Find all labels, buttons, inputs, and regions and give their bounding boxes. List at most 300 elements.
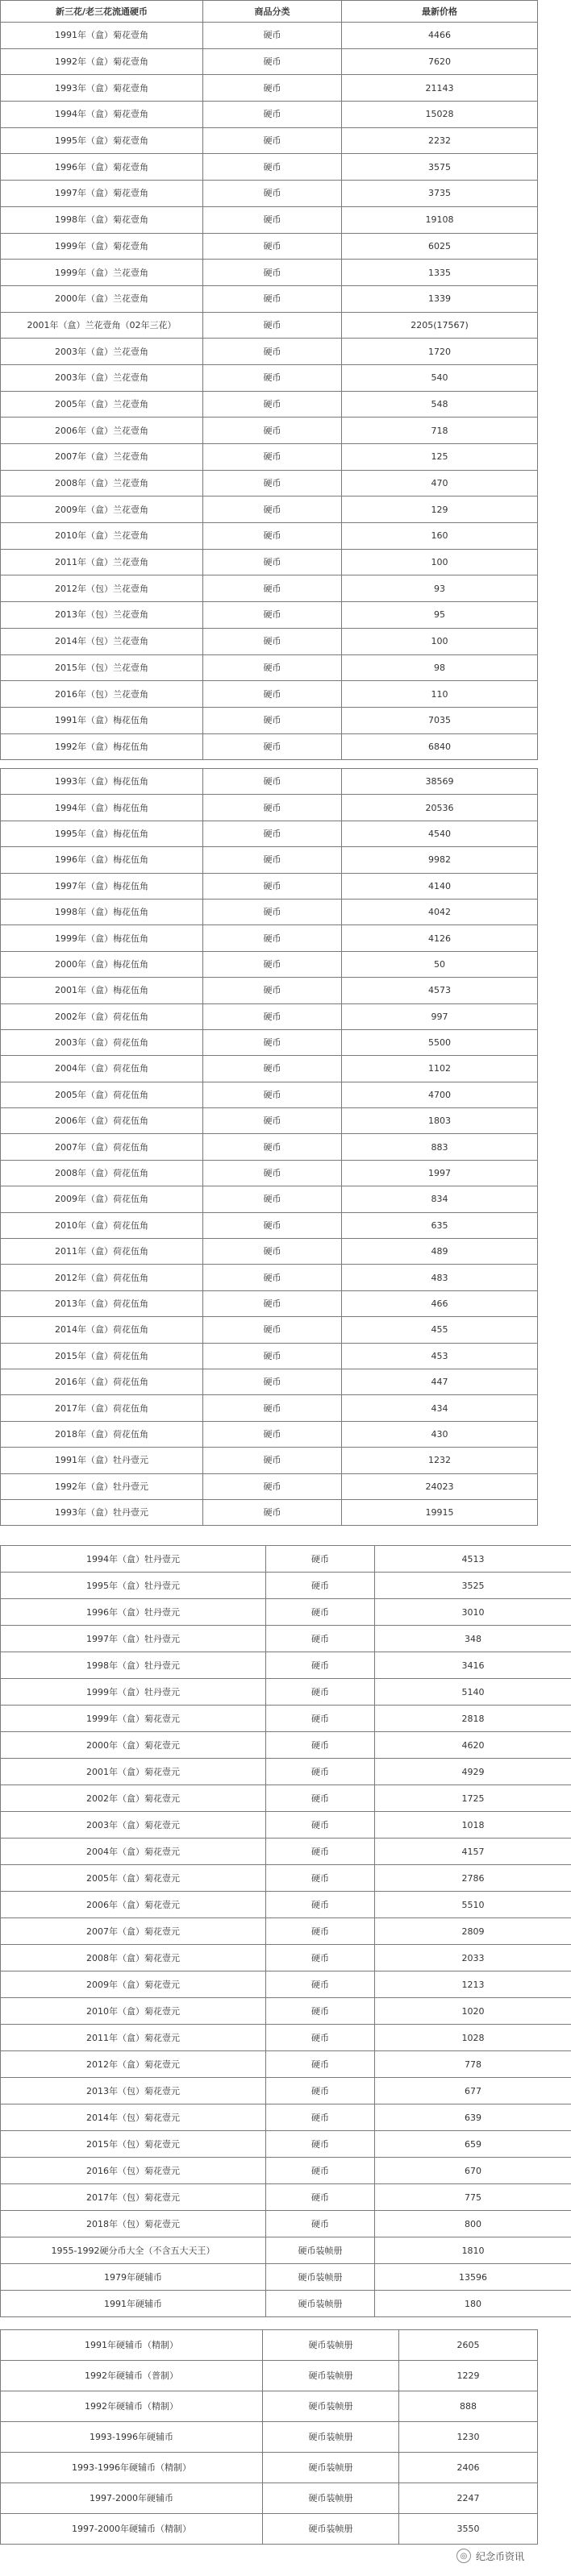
cell-price: 2406 [399,2453,538,2483]
table-header-row [1,1,538,23]
cell-price: 670 [375,2158,571,2184]
cell-category: 硬币 [203,1160,342,1186]
cell-price: 19915 [342,1499,538,1525]
cell-price: 2033 [375,1945,571,1971]
table-row [1,795,538,821]
cell-category: 硬币 [203,873,342,899]
price-table-section-3 [0,1545,571,2317]
cell-category: 硬币 [266,1573,375,1599]
cell-category: 硬币 [203,285,342,312]
cell-price: 7620 [342,48,538,75]
cell-item-name: 2015年（包）兰花壹角 [1,654,203,681]
cell-item-name: 2010年（盒）兰花壹角 [1,523,203,550]
cell-price: 95 [342,602,538,629]
cell-price: 98 [342,654,538,681]
cell-price: 430 [342,1421,538,1447]
cell-price: 2786 [375,1865,571,1892]
cell-price: 348 [375,1626,571,1652]
cell-price: 4513 [375,1546,571,1573]
cell-item-name: 1997-2000年硬辅币 [1,2483,263,2514]
cell-category: 硬币 [203,795,342,821]
cell-category: 硬币 [266,2211,375,2237]
table-row [1,1865,571,1892]
cell-item-name: 2011年（盒）兰花壹角 [1,549,203,575]
cell-category: 硬币 [203,444,342,471]
cell-item-name: 2006年（盒）兰花壹角 [1,418,203,444]
cell-item-name: 1993-1996年硬辅币 [1,2422,263,2453]
table-row [1,260,538,286]
cell-price: 1018 [375,1812,571,1839]
table-row [1,575,538,602]
cell-price: 1232 [342,1448,538,1473]
cell-item-name: 1997年（盒）梅花伍角 [1,873,203,899]
cell-category: 硬币 [203,847,342,873]
table-row [1,2158,571,2184]
table-row [1,75,538,102]
cell-item-name: 2004年（盒）菊花壹元 [1,1839,266,1865]
cell-item-name: 2007年（盒）荷花伍角 [1,1134,203,1160]
cell-item-name: 1994年（盒）梅花伍角 [1,795,203,821]
cell-category: 硬币 [203,951,342,977]
cell-price: 20536 [342,795,538,821]
cell-category: 硬币 [203,821,342,846]
cell-price: 2818 [375,1706,571,1732]
table-row [1,339,538,365]
cell-item-name: 1997年（盒）牡丹壹元 [1,1626,266,1652]
table-row [1,1160,538,1186]
table-row [1,1499,538,1525]
cell-price: 677 [375,2078,571,2104]
cell-category: 硬币 [203,1186,342,1212]
cell-item-name: 2000年（盒）梅花伍角 [1,951,203,977]
table-row [1,312,538,339]
table-row [1,978,538,1003]
cell-category: 硬币 [266,1546,375,1573]
price-table [0,768,538,1526]
cell-price: 3575 [342,154,538,181]
cell-item-name: 2016年（包）兰花壹角 [1,681,203,708]
wechat-icon: ◎ [456,2549,471,2563]
cell-category: 硬币 [266,1785,375,1812]
cell-category: 硬币 [266,2104,375,2131]
table-row [1,2361,538,2391]
cell-price: 3735 [342,181,538,207]
cell-price: 100 [342,628,538,654]
table-row [1,899,538,924]
cell-price: 4140 [342,873,538,899]
cell-item-name: 1994年（盒）菊花壹角 [1,102,203,128]
cell-item-name: 1979年硬辅币 [1,2264,266,2291]
table-row [1,154,538,181]
cell-price: 180 [375,2291,571,2317]
cell-price: 5510 [375,1892,571,1918]
cell-item-name: 1992年（盒）菊花壹角 [1,48,203,75]
cell-item-name: 2017年（包）菊花壹元 [1,2184,266,2211]
cell-item-name: 1996年（盒）梅花伍角 [1,847,203,873]
table-row [1,23,538,49]
table-row [1,523,538,550]
cell-category: 硬币 [266,1679,375,1706]
cell-price: 93 [342,575,538,602]
cell-price: 3416 [375,1652,571,1679]
table-row [1,285,538,312]
table-row [1,2131,571,2158]
cell-category: 硬币 [266,1626,375,1652]
cell-item-name: 2006年（盒）荷花伍角 [1,1108,203,1134]
cell-item-name: 2014年（包）菊花壹元 [1,2104,266,2131]
cell-price: 1720 [342,339,538,365]
cell-price: 4042 [342,899,538,924]
cell-price: 540 [342,364,538,391]
table-row [1,1239,538,1265]
cell-category: 硬币 [203,1499,342,1525]
cell-item-name: 2009年（盒）荷花伍角 [1,1186,203,1212]
cell-category: 硬币装帧册 [263,2514,399,2545]
table-row [1,951,538,977]
cell-item-name: 2013年（包）菊花壹元 [1,2078,266,2104]
cell-item-name: 2016年（包）菊花壹元 [1,2158,266,2184]
cell-price: 2232 [342,127,538,154]
cell-price: 4157 [375,1839,571,1865]
table-row [1,1029,538,1055]
cell-category: 硬币 [203,1212,342,1238]
cell-item-name: 2007年（盒）菊花壹元 [1,1918,266,1945]
table-row [1,1056,538,1082]
table-row [1,821,538,846]
table-row [1,1573,571,1599]
cell-category: 硬币装帧册 [266,2291,375,2317]
cell-category: 硬币装帧册 [263,2422,399,2453]
cell-price: 129 [342,497,538,523]
cell-item-name: 2003年（盒）菊花壹元 [1,1812,266,1839]
table-row [1,418,538,444]
table-row [1,1343,538,1369]
cell-price: 434 [342,1395,538,1421]
cell-category: 硬币 [266,1998,375,2025]
cell-price: 4700 [342,1082,538,1107]
cell-price: 1335 [342,260,538,286]
cell-category: 硬币 [203,1421,342,1447]
table-row [1,2453,538,2483]
table-row [1,1546,571,1573]
table-row [1,1998,571,2025]
cell-item-name: 1994年（盒）牡丹壹元 [1,1546,266,1573]
table-row [1,233,538,260]
cell-item-name: 2015年（包）菊花壹元 [1,2131,266,2158]
cell-category: 硬币 [203,102,342,128]
table-row [1,1759,571,1785]
cell-price: 883 [342,1134,538,1160]
cell-price: 455 [342,1317,538,1343]
cell-item-name: 2000年（盒）菊花壹元 [1,1732,266,1759]
cell-price: 4126 [342,925,538,951]
cell-category: 硬币 [266,1971,375,1998]
cell-item-name: 1995年（盒）菊花壹角 [1,127,203,154]
table-row [1,2051,571,2078]
cell-category: 硬币 [203,470,342,497]
table-row [1,1812,571,1839]
cell-category: 硬币 [203,1448,342,1473]
cell-price: 110 [342,681,538,708]
cell-price: 6025 [342,233,538,260]
cell-item-name: 1991年（盒）菊花壹角 [1,23,203,49]
cell-price: 800 [375,2211,571,2237]
cell-item-name: 2012年（包）兰花壹角 [1,575,203,602]
table-row [1,2514,538,2545]
cell-category: 硬币 [266,2078,375,2104]
table-row [1,1186,538,1212]
cell-price: 2205(17567) [342,312,538,339]
cell-price: 1339 [342,285,538,312]
cell-item-name: 2003年（盒）荷花伍角 [1,1029,203,1055]
table-row [1,2291,571,2317]
cell-category: 硬币 [266,2025,375,2051]
cell-item-name: 1992年硬辅币（精制） [1,2391,263,2422]
cell-category: 硬币 [203,497,342,523]
price-table-section-4 [0,2329,538,2545]
table-row [1,1839,571,1865]
cell-category: 硬币 [203,260,342,286]
price-table-section-1 [0,0,538,760]
cell-category: 硬币 [203,75,342,102]
table-row [1,1448,538,1473]
cell-category: 硬币 [266,1945,375,1971]
cell-price: 100 [342,549,538,575]
table-row [1,2025,571,2051]
table-row [1,2391,538,2422]
cell-price: 483 [342,1265,538,1290]
cell-category: 硬币 [203,23,342,49]
cell-category: 硬币 [203,339,342,365]
cell-item-name: 1995年（盒）梅花伍角 [1,821,203,846]
table-row [1,2078,571,2104]
cell-item-name: 1992年（盒）牡丹壹元 [1,1473,203,1499]
cell-item-name: 2004年（盒）荷花伍角 [1,1056,203,1082]
cell-category: 硬币 [266,1918,375,1945]
cell-item-name: 2011年（盒）荷花伍角 [1,1239,203,1265]
table-row [1,2184,571,2211]
table-row [1,769,538,795]
table-row [1,733,538,760]
cell-price: 1213 [375,1971,571,1998]
cell-category: 硬币 [203,154,342,181]
cell-category: 硬币 [203,181,342,207]
table-row [1,1918,571,1945]
cell-category: 硬币 [203,364,342,391]
table-row [1,1599,571,1626]
cell-item-name: 1993年（盒）牡丹壹元 [1,1499,203,1525]
cell-item-name: 2001年（盒）梅花伍角 [1,978,203,1003]
cell-category: 硬币 [203,1056,342,1082]
table-row [1,1785,571,1812]
cell-price: 4540 [342,821,538,846]
cell-item-name: 2000年（盒）兰花壹角 [1,285,203,312]
cell-price: 4466 [342,23,538,49]
table-row [1,1290,538,1316]
cell-category: 硬币 [203,549,342,575]
cell-category: 硬币 [203,1239,342,1265]
cell-category: 硬币 [266,1865,375,1892]
cell-price: 4573 [342,978,538,1003]
cell-price: 639 [375,2104,571,2131]
price-table [0,2329,538,2545]
cell-category: 硬币 [266,2051,375,2078]
table-row [1,2237,571,2264]
cell-price: 2605 [399,2330,538,2361]
cell-price: 548 [342,391,538,418]
table-row [1,181,538,207]
cell-price: 888 [399,2391,538,2422]
cell-price: 659 [375,2131,571,2158]
cell-category: 硬币装帧册 [263,2483,399,2514]
price-table [0,1545,571,2317]
cell-price: 1020 [375,1998,571,2025]
cell-item-name: 2009年（盒）菊花壹元 [1,1971,266,1998]
cell-category: 硬币 [203,602,342,629]
table-row [1,48,538,75]
cell-item-name: 1995年（盒）牡丹壹元 [1,1573,266,1599]
table-row [1,654,538,681]
cell-item-name: 1991年（盒）牡丹壹元 [1,1448,203,1473]
cell-item-name: 2005年（盒）菊花壹元 [1,1865,266,1892]
cell-category: 硬币 [203,1134,342,1160]
cell-item-name: 1992年硬辅币（普制） [1,2361,263,2391]
cell-price: 997 [342,1003,538,1029]
cell-category: 硬币装帧册 [266,2264,375,2291]
cell-price: 1028 [375,2025,571,2051]
cell-item-name: 2009年（盒）兰花壹角 [1,497,203,523]
table-row [1,1082,538,1107]
cell-price: 38569 [342,769,538,795]
cell-item-name: 2006年（盒）菊花壹元 [1,1892,266,1918]
cell-category: 硬币 [203,523,342,550]
table-row [1,206,538,233]
cell-item-name: 2014年（盒）荷花伍角 [1,1317,203,1343]
table-row [1,2211,571,2237]
cell-item-name: 2010年（盒）菊花壹元 [1,1998,266,2025]
table-row [1,847,538,873]
cell-category: 硬币 [203,1290,342,1316]
table-row [1,1003,538,1029]
cell-category: 硬币 [203,978,342,1003]
cell-item-name: 2001年（盒）兰花壹角（02年三花） [1,312,203,339]
cell-category: 硬币装帧册 [266,2237,375,2264]
cell-price: 13596 [375,2264,571,2291]
table-row [1,925,538,951]
cell-price: 6840 [342,733,538,760]
cell-price: 1229 [399,2361,538,2391]
table-row [1,2264,571,2291]
cell-category: 硬币 [203,769,342,795]
cell-item-name: 1991年（盒）梅花伍角 [1,707,203,733]
table-row [1,391,538,418]
cell-category: 硬币 [203,1003,342,1029]
cell-item-name: 2002年（盒）菊花壹元 [1,1785,266,1812]
table-row [1,1369,538,1394]
cell-category: 硬币 [203,681,342,708]
cell-category: 硬币 [203,1369,342,1394]
cell-item-name: 2005年（盒）兰花壹角 [1,391,203,418]
cell-item-name: 1993年（盒）菊花壹角 [1,75,203,102]
table-row [1,1317,538,1343]
cell-price: 4620 [375,1732,571,1759]
cell-price: 3010 [375,1599,571,1626]
cell-item-name: 2016年（盒）荷花伍角 [1,1369,203,1394]
table-row [1,364,538,391]
cell-price: 778 [375,2051,571,2078]
cell-item-name: 1993年（盒）梅花伍角 [1,769,203,795]
table-row [1,873,538,899]
cell-category: 硬币 [203,628,342,654]
cell-item-name: 2018年（包）菊花壹元 [1,2211,266,2237]
cell-category: 硬币 [203,654,342,681]
cell-price: 24023 [342,1473,538,1499]
cell-item-name: 1996年（盒）牡丹壹元 [1,1599,266,1626]
cell-category: 硬币 [266,2158,375,2184]
table-row [1,1421,538,1447]
cell-item-name: 1998年（盒）牡丹壹元 [1,1652,266,1679]
cell-category: 硬币 [266,2131,375,2158]
cell-item-name: 1999年（盒）牡丹壹元 [1,1679,266,1706]
cell-category: 硬币装帧册 [263,2330,399,2361]
cell-category: 硬币 [203,1108,342,1134]
cell-item-name: 2013年（包）兰花壹角 [1,602,203,629]
table-row [1,1679,571,1706]
cell-category: 硬币 [203,1395,342,1421]
cell-category: 硬币 [266,1812,375,1839]
table-row [1,1473,538,1499]
cell-category: 硬币装帧册 [263,2361,399,2391]
table-row [1,2104,571,2131]
cell-category: 硬币 [203,1082,342,1107]
table-row [1,470,538,497]
cell-price: 19108 [342,206,538,233]
header-category: 商品分类 [203,1,342,23]
cell-category: 硬币 [266,1706,375,1732]
cell-category: 硬币 [266,1839,375,1865]
cell-item-name: 2012年（盒）菊花壹元 [1,2051,266,2078]
header-latest-price: 最新价格 [342,1,538,23]
cell-item-name: 2008年（盒）兰花壹角 [1,470,203,497]
header-item-name: 新三花/老三花流通硬币 [1,1,203,23]
cell-item-name: 1996年（盒）菊花壹角 [1,154,203,181]
cell-item-name: 2014年（包）兰花壹角 [1,628,203,654]
cell-category: 硬币 [203,1265,342,1290]
cell-price: 7035 [342,707,538,733]
cell-item-name: 2011年（盒）菊花壹元 [1,2025,266,2051]
cell-price: 1810 [375,2237,571,2264]
cell-category: 硬币 [203,48,342,75]
cell-price: 470 [342,470,538,497]
table-row [1,2330,538,2361]
cell-price: 160 [342,523,538,550]
cell-item-name: 2010年（盒）荷花伍角 [1,1212,203,1238]
cell-price: 1230 [399,2422,538,2453]
cell-price: 775 [375,2184,571,2211]
cell-price: 1102 [342,1056,538,1082]
cell-item-name: 2008年（盒）菊花壹元 [1,1945,266,1971]
cell-price: 50 [342,951,538,977]
cell-price: 21143 [342,75,538,102]
cell-price: 4929 [375,1759,571,1785]
cell-category: 硬币 [203,1317,342,1343]
cell-category: 硬币装帧册 [263,2391,399,2422]
cell-item-name: 1998年（盒）梅花伍角 [1,899,203,924]
cell-category: 硬币 [203,206,342,233]
cell-item-name: 2007年（盒）兰花壹角 [1,444,203,471]
cell-item-name: 1999年（盒）兰花壹角 [1,260,203,286]
cell-category: 硬币 [266,1599,375,1626]
